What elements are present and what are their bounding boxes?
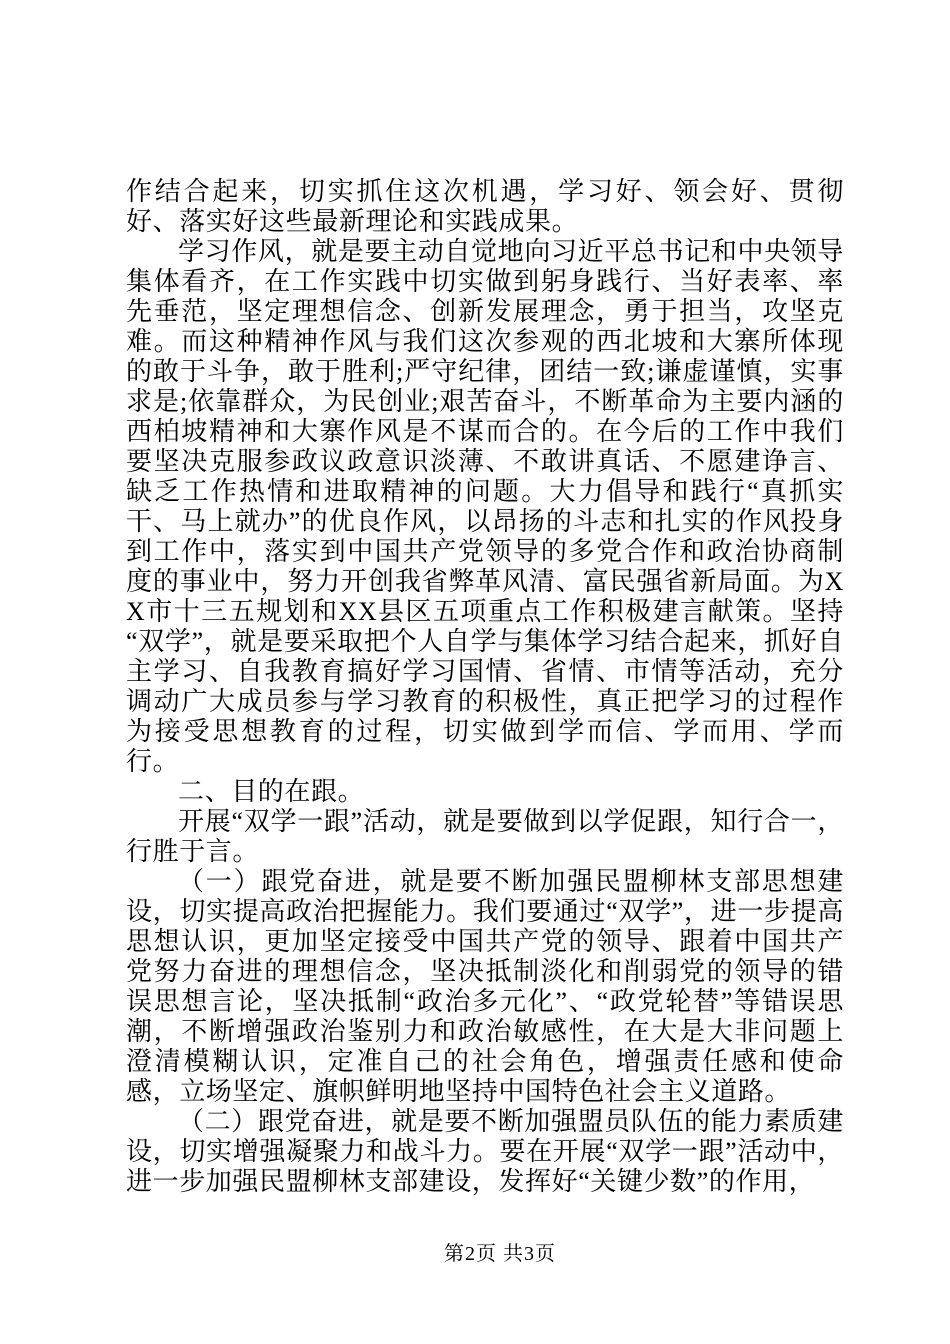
paragraph-section-heading: 二、目的在跟。 <box>178 777 365 806</box>
paragraph-study-style: 学习作风，就是要主动自觉地向习近平总书记和中央领导集体看齐，在工作实践中切实做到躬身践行、当好表率、率先垂范，坚定理想信念、创新发展理念，勇于担当，攻坚克难。而这种精神作风与我们这次参观的西北坡和大寨所体现的敢于斗争，敢于胜利;严守纪律，团结一致;谦虚谨慎，实事求是;依靠群众，为民创业;艰苦奋斗，不断革命为主要内涵的西柏坡精神和大寨作风是不谋而合的。在今后的工作中我们要坚决克服参政议政意识淡薄、不敢讲真话、不愿建诤言、缺乏工作热情和进取精神的问题。大力倡导和践行“真抓实干、马上就办”的优良作风，以昂扬的斗志和扎实的作风投身到工作中，落实到中国共产党领导的多党合作和政治协商制度的事业中，努力开创我省弊革风清、富民强省新局面。为XX市十三五规划和XX县区五项重点工作积极建言献策。坚持“双学”，就是要采取把个人自学与集体学习结合起来，抓好自主学习、自我教育搞好学习国情、省情、市情等活动，充分调动广大成员参与学习教育的积极性，真正把学习的过程作为接受思想教育的过程，切实做到学而信、学而用、学而行。 <box>126 237 844 776</box>
paragraph-item-two: （二）跟党奋进，就是要不断加强盟员队伍的能力素质建设，切实增强凝聚力和战斗力。要在开展“双学一跟”活动中，进一步加强民盟柳林支部建设，发挥好“关键少数”的作用， <box>126 1107 844 1196</box>
document-body <box>126 177 844 1197</box>
page-number-label: 第2页 共3页 <box>444 1243 556 1265</box>
page-footer <box>150 1241 850 1267</box>
paragraph-item-one: （一）跟党奋进，就是要不断加强民盟柳林支部思想建设，切实提高政治把握能力。我们要通过“双学”，进一步提高思想认识，更加坚定接受中国共产党的领导、跟着中国共产党努力奋进的理想信念，坚决抵制淡化和削弱党的领导的错误思想言论，坚决抵制“政治多元化”、“政党轮替”等错误思潮，不断增强政治鉴别力和政治敏感性，在大是大非问题上澄清模糊认识，定准自己的社会角色，增强责任感和使命感，立场坚定、旗帜鲜明地坚持中国特色社会主义道路。 <box>126 867 844 1106</box>
paragraph-activity-goal: 开展“双学一跟”活动，就是要做到以学促跟，知行合一，行胜于言。 <box>126 807 844 866</box>
paragraph-continuation: 作结合起来，切实抓住这次机遇，学习好、领会好、贯彻好、落实好这些最新理论和实践成果。 <box>126 177 844 236</box>
